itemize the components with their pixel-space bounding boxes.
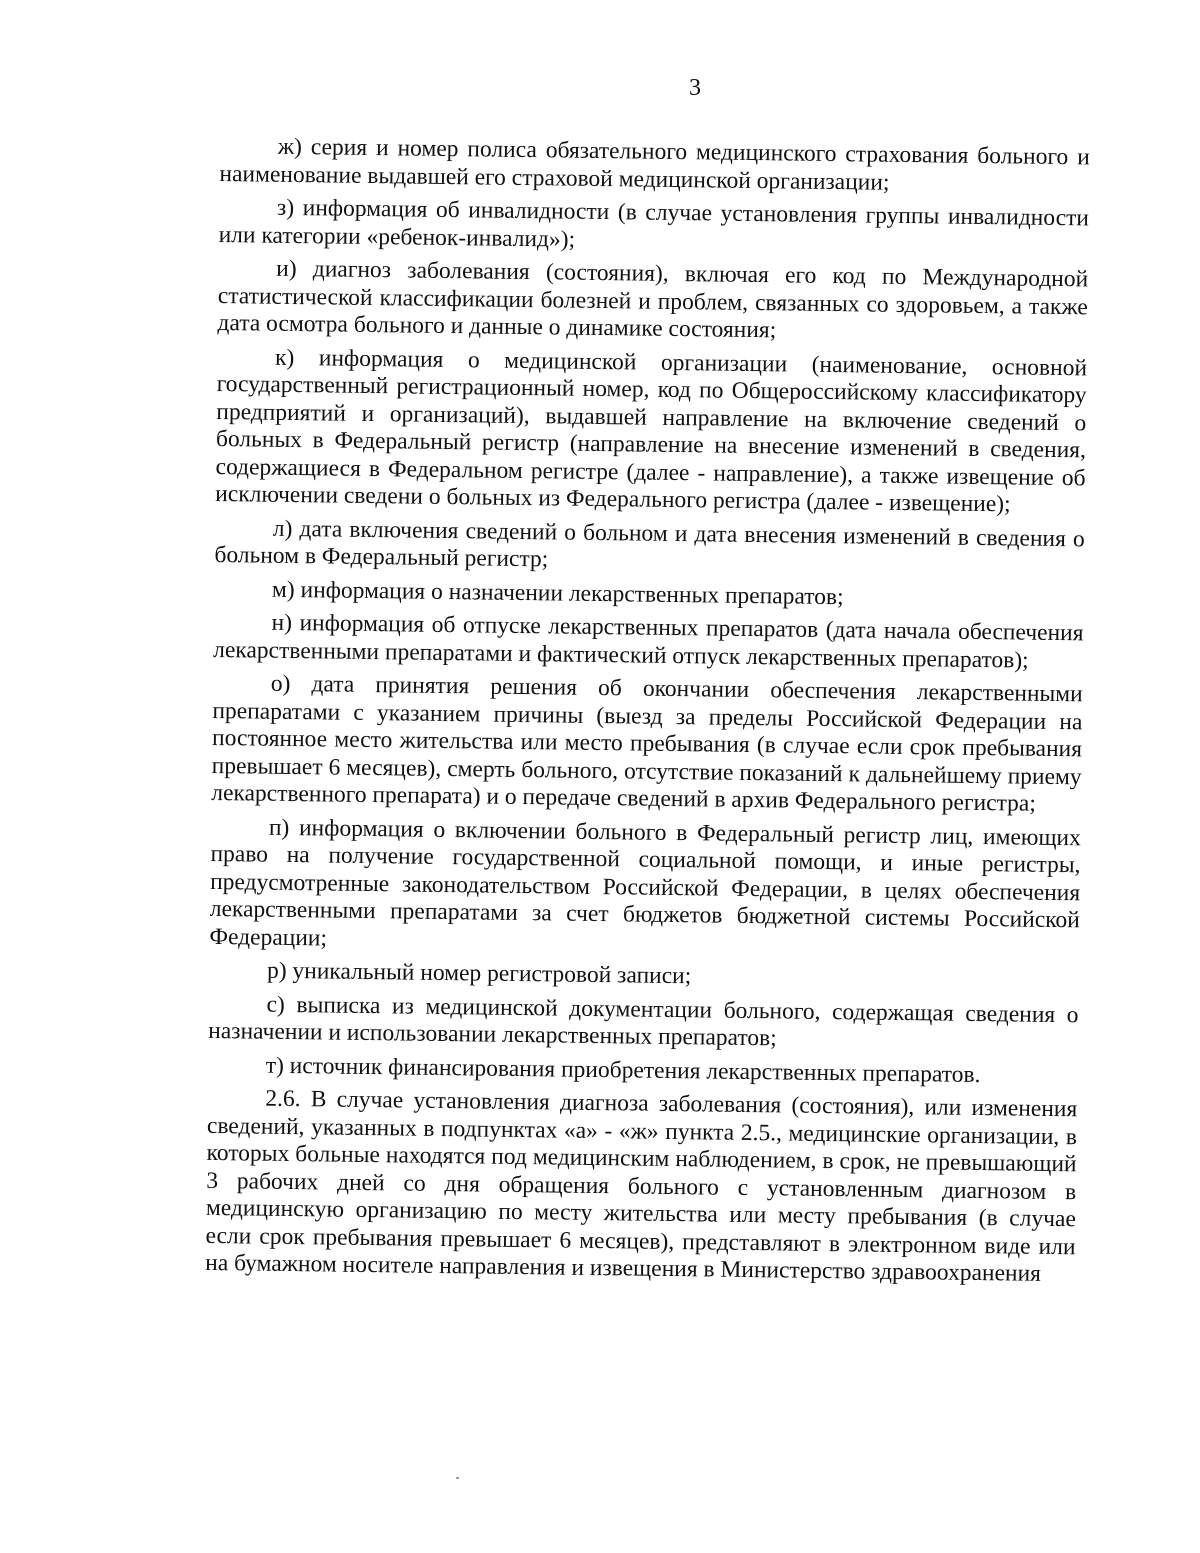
paragraph-2-6: 2.6. В случае установления диагноза заболевания (состояния), или изменения сведений, указанных в подпунктах «а» - «ж» пункта 2.5., медицинские организации, в которых больные находятся под медицинским наблюдением, в срок, не превышающий 3 рабочих дней со дня обращения больного с установленным диагнозом в медицинскую организацию по месту жительства или месту пребывания (в случае если срок пребывания превышает 6 месяцев), представляют в электронном виде или на бумажном носителе направления и извещения в Министерство здравоохранения: [205, 1085, 1078, 1287]
paragraph-s: с) выписка из медицинской документации больного, содержащая сведения о назначении и использовании лекарственных препаратов;: [208, 991, 1079, 1052]
paragraph-n: н) информация об отпуске лекарственных препаратов (дата начала обеспечения лекарственными препаратами и фактический отпуск лекарственных препаратов);: [213, 609, 1084, 674]
paragraph-r: р) уникальный номер регистровой записи;: [266, 957, 692, 990]
paragraph-t: т) источник финансирования приобретения лекарственных препаратов.: [265, 1052, 981, 1088]
page-number: 3: [689, 75, 701, 101]
paragraph-p: п) информация о включении больного в Федеральный регистр лиц, имеющих право на получение государственной социальной помощи, и иные регистры, предусмотренные законодательством Российской Федерации, в целях обеспечения лекарственными препаратами за счет бюджетов бюджетной системы Российской Федерации;: [209, 814, 1082, 951]
paragraph-z: з) информация об инвалидности (в случае установления группы инвалидности или категории «ребенок-инвалид»);: [218, 194, 1090, 253]
paragraph-zh: ж) серия и номер полиса обязательного медицинского страхования больного и наименование выдавшей его страховой медицинской организации;: [219, 133, 1090, 196]
paragraph-m: м) информация о назначении лекарственных препаратов;: [271, 576, 844, 610]
paragraph-l: л) дата включения сведений о больном и дата внесения изменений в сведения о больном в Федеральный регистр;: [214, 515, 1085, 573]
document-body: [205, 133, 1090, 1295]
paragraph-k: к) информация о медицинской организации (наименование, основной государственный регистрационный номер, код по Общероссийскому классификатору предприятий и организаций), выдавшей направление на включение сведений о больных в Федеральный регистр (направление на внесение изменений в сведения, содержащиеся в Федеральном регистре (далее - направление), а также извещение об исключении сведени о больных из Федерального регистра (далее - извещение);: [215, 344, 1088, 518]
paragraph-o: о) дата принятия решения об окончании обеспечения лекарственными препаратами с указанием причины (выезд за пределы Российской Федерации на постоянное место жительства или место пребывания (в случае если срок пребывания превышает 6 месяцев), смерть больного, отсутствие показаний к дальнейшему приему лекарственного препарата) и о передаче сведений в архив Федерального регистра;: [211, 670, 1083, 817]
scan-speck: [456, 1477, 459, 1479]
paragraph-i: и) диагноз заболевания (состояния), включая его код по Международной статистической классификации болезней и проблем, связанных со здоровьем, а также дата осмотра больного и данные о динамике состояния;: [217, 255, 1089, 344]
